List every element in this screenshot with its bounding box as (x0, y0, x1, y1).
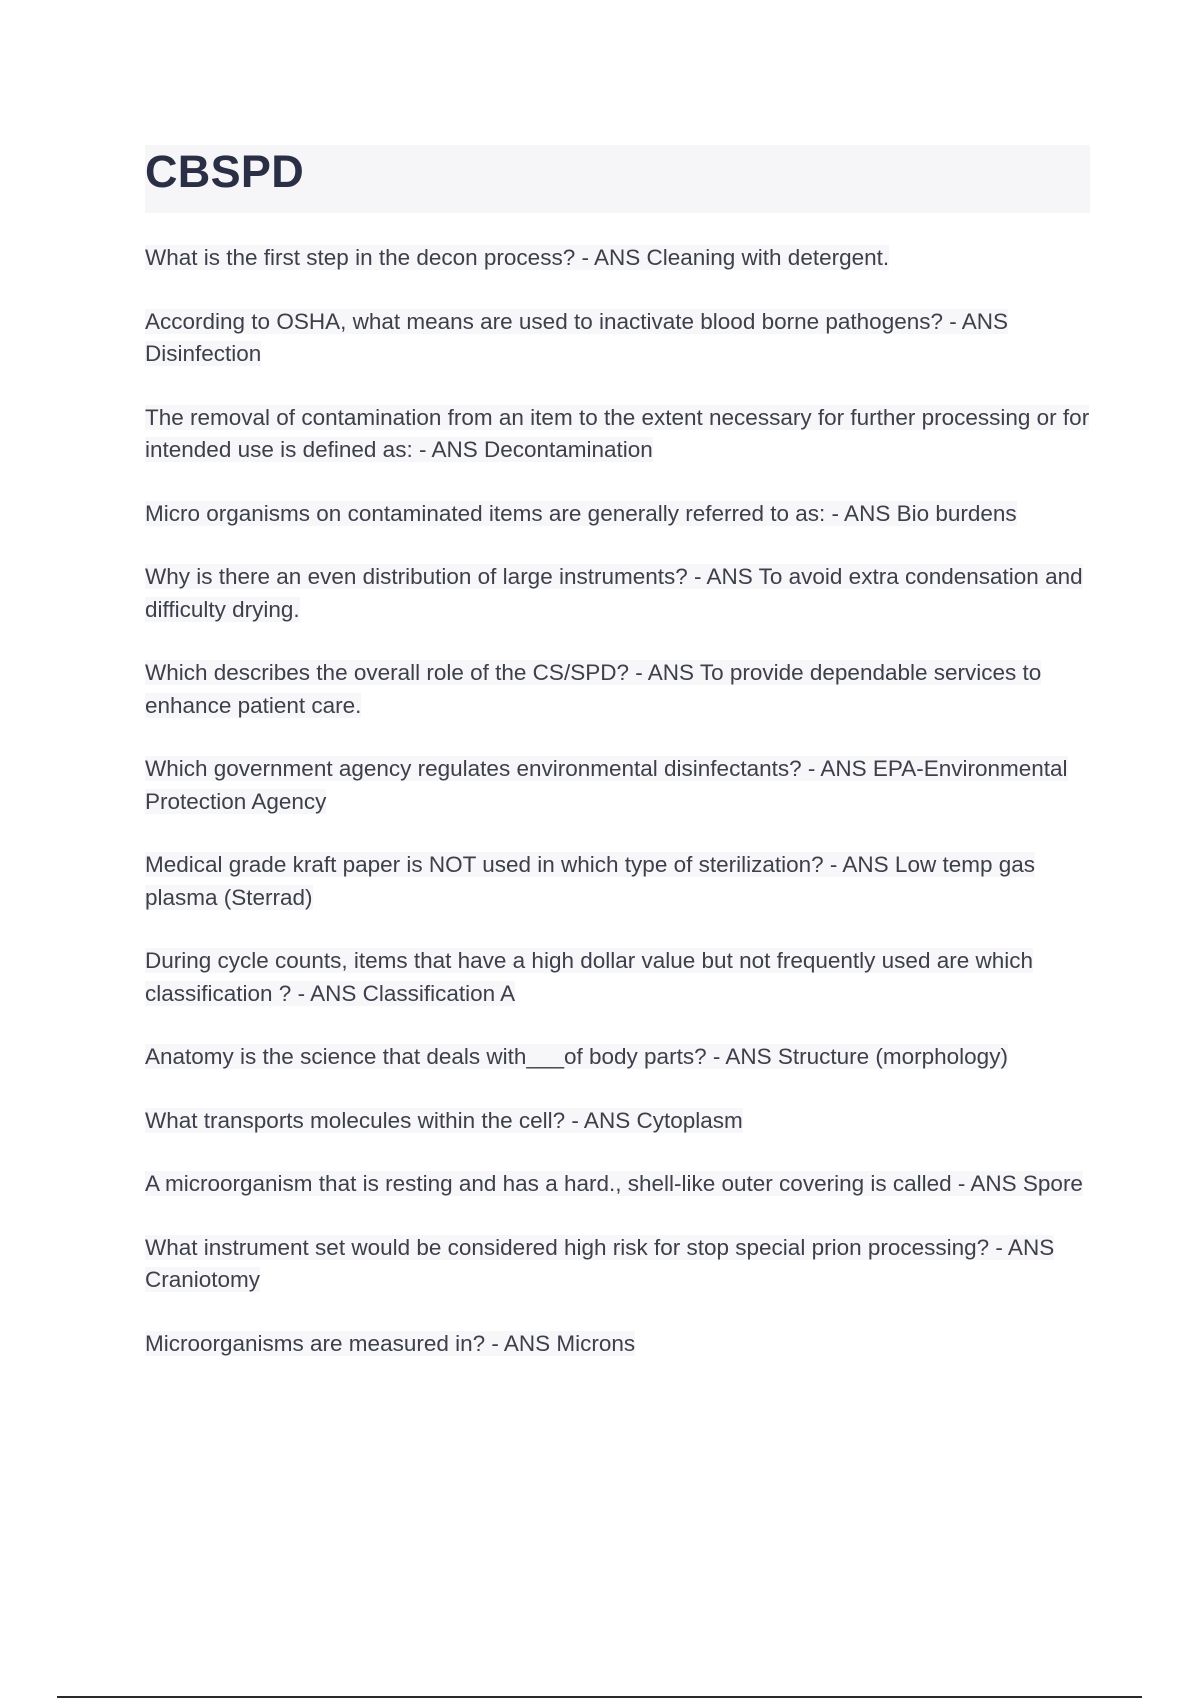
qa-item: During cycle counts, items that have a high dollar value but not frequently used are which classification ? - ANS Classification A (145, 948, 1034, 1006)
qa-item: What transports molecules within the cell? - ANS Cytoplasm (145, 1107, 743, 1133)
qa-item: Medical grade kraft paper is NOT used in which type of sterilization? - ANS Low temp gas plasma (Sterrad) (145, 852, 1036, 910)
qa-item: Which describes the overall role of the CS/SPD? - ANS To provide dependable services to enhance patient care. (145, 660, 1042, 718)
qa-item: What is the first step in the decon process? - ANS Cleaning with detergent. (145, 245, 890, 270)
qa-item: Why is there an even distribution of large instruments? - ANS To avoid extra condensation and difficulty drying. (145, 564, 1083, 622)
qa-list (145, 242, 1090, 1391)
qa-item: The removal of contamination from an item to the extent necessary for further processing or for intended use is defined as: - ANS Decontamination (145, 404, 1090, 462)
qa-item: Microorganisms are measured in? - ANS Microns (145, 1330, 636, 1356)
qa-item: Micro organisms on contaminated items are generally referred to as: - ANS Bio burdens (145, 500, 1017, 526)
document-title: CBSPD (145, 146, 305, 197)
qa-item: Which government agency regulates environmental disinfectants? - ANS EPA-Environmental Protection Agency (145, 756, 1068, 814)
footer-rule (57, 1696, 1142, 1698)
qa-item: A microorganism that is resting and has a hard., shell-like outer covering is called - ANS Spore (145, 1171, 1083, 1196)
qa-item: What instrument set would be considered high risk for stop special prion processing? - ANS Craniotomy (145, 1234, 1055, 1292)
qa-item: Anatomy is the science that deals with___of body parts? - ANS Structure (morphology) (145, 1044, 1008, 1069)
qa-item: According to OSHA, what means are used to inactivate blood borne pathogens? - ANS Disinfection (145, 308, 1009, 366)
